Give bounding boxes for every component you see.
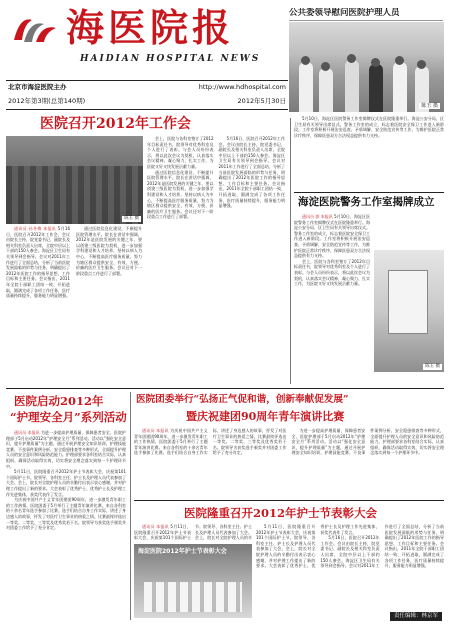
meeting-photo <box>6 136 143 224</box>
issue-number: 2012年第3期(总第140期) <box>8 97 86 105</box>
youth-headline-line1: 医院团委举行“弘扬正气促和谐，创新奉献促发展” <box>136 394 349 405</box>
youth-headline-line2: 暨庆祝建团90周年青年演讲比赛 <box>186 410 345 423</box>
police-office-headline: 海淀医院警务工作室揭牌成立 <box>298 196 435 208</box>
youth-body: 通讯员 本报讯 为庆祝中国共产主义青年团建团90周年，进一步激发青年职工的工作热情，医院团委于5月举行了主题青年演讲比赛。来自各科室的十余名青年选手参加了比赛。选手们结合自身工作实际，讲述了身边感人的故事，抒发了对医疗卫生事业的热爱之情。比赛最终评选出一等奖、二等奖、三等奖及优秀奖若干名。院领导为获奖选手颁奖并对团委工作给予了充分肯定。 为进一步提高护理质量，保障患者安全，医院护理部于5月启动2012年“护理安全月”系列活动。活动以“强化安全意识，提升护理质量”为主题，通过开展护理安全知识培训、护理技能竞赛、不良事件案例分析、安全隐患排查等多种形式，全面提升护理人员的安全意识和风险防范能力。护理部要求各科室结合实际，认真组织，确保活动取得实效，切实将安全理念落实到每一个护理环节中。 <box>134 428 444 456</box>
police-office-byline: 通讯员 郭 本报讯 <box>302 214 333 219</box>
issue-info-bar <box>6 80 288 110</box>
top-photo-body: 5月10日，海淀区医院警务工作室揭牌仪式在医院隆重举行。海淀公安分局、区卫生局有关领导出席仪式。警务工作室的成立，标志着医院安全保卫工作进入新阶段。工作室将积极开展治安巡查、矛盾调解、安全防范宣传等工作，为维护医院正常诊疗秩序、保障医患双方合法权益提供有力支持。 <box>294 116 444 138</box>
meeting-headline: 医院召开2012年工作会 <box>40 116 191 132</box>
newspaper-subtitle: HAIDIAN HOSPITAL NEWS <box>80 54 261 64</box>
nurse-photo-banner: 海淀医院2012年护士节表彰大会 <box>138 548 227 555</box>
nurse-body-left: 通讯员 本报讯 5月11日，医院隆重召开2012年护士节表彰大会，庆祝第101个国际护士节。院领导、各科室主任、护士长及护理人员代表参加了大会。会上，院长对全院护理人员的辛 <box>134 524 252 541</box>
website: http://www.hdhospital.com <box>198 83 286 91</box>
youth-byline: 通讯员 本报讯 <box>142 428 169 433</box>
meeting-photo-credit: 陈玉 摄 <box>124 216 139 222</box>
meeting-body-mid: 通过医院信息化建设，不断提升医院管理水平。院长在讲话中强调，2012年是医院发展的关键之年，要以创建三级医院为契机，进一步加强学科建设和人才培养，坚持以病人为中心，不断提高医疗服务质量，努力为辖区群众提供安全、有效、方便、价廉的医疗卫生服务。会议还对下一阶段重点工作进行了部署。 <box>76 226 142 276</box>
publisher: 北京市海淀医院主办 <box>8 83 67 91</box>
newspaper-title: 海医院报 <box>66 5 235 50</box>
nurse-byline: 通讯员 本报讯 <box>142 524 169 529</box>
police-office-photo <box>374 250 444 372</box>
issue-date: 2012年5月30日 <box>237 97 286 105</box>
meeting-byline: 通讯员 孙冬梅 本报讯 <box>14 226 57 231</box>
safety-byline: 通讯员 本报讯 <box>14 430 40 435</box>
top-photo-credit: 陈玉 摄 <box>421 102 438 109</box>
safety-body: 通讯员 本报讯 为进一步提高护理质量，保障患者安全，医院护理部于5月启动2012年“护理安全月”系列活动。活动以“强化安全意识，提升护理质量”为主题，通过开展护理安全知识培训、护理技能竞赛、不良事件案例分析、安全隐患排查等多种形式，全面提升护理人员的安全意识和风险防范能力。护理部要求各科室结合实际，认真组织，确保活动取得实效，切实将安全理念落实到每一个护理环节中。 5月11日，医院隆重召开2012年护士节表彰大会，庆祝第101个国际护士节。院领导、各科室主任、护士长及护理人员代表参加了大会。会上，院长对全院护理人员的辛勤付出表示衷心感谢，并对护理工作提出了新的要求。大会表彰了优秀护士、优秀护士长及护理工作先进集体，获奖代表作了发言。 为庆祝中国共产主义青年团建团90周年，进一步激发青年职工的工作热情，医院团委于5月举行了主题青年演讲比赛。来自各科室的十余名青年选手参加了比赛。选手们结合自身工作实际，讲述了身边感人的故事，抒发了对医疗卫生事业的热爱之情。比赛最终评选出一等奖、二等奖、三等奖及优秀奖若干名。院领导为获奖选手颁奖并对团委工作给予了充分肯定。 <box>6 430 126 531</box>
top-photo <box>289 22 444 112</box>
hospital-logo-icon <box>10 10 62 50</box>
safety-headline-line1: 医院启动2012年 <box>14 394 104 408</box>
police-office-photo-credit: 陈玉 摄 <box>425 364 440 370</box>
meeting-body-left: 通讯员 孙冬梅 本报讯 5月16日，医院召开2012年工作会。会议由院长主持，院党委书记、副院长及相关科室负责人出席，全院中层以上干部约150人参会。海淀区卫生局有关领导到会指导。会议对2011年工作进行了全面总结，分析了当前医院发展面临的形势与任务，明确提出了2012年医院工作的指导思想、工作目标和主要任务。会议指出，2011年全院干部职工团结一致、开拓进取，圆满完成了各项工作任务，医疗质量持续提升，服务能力明显增强。 <box>6 226 70 299</box>
police-office-body: 通讯员 郭 本报讯 5月10日，海淀区医院警务工作室揭牌仪式在医院隆重举行。海淀公安分局、区卫生局有关领导出席仪式。警务工作室的成立，标志着医院安全保卫工作进入新阶段。工作室将积极开展治安巡查、矛盾调解、安全防范宣传等工作，为维护医院正常诊疗秩序、保障医患双方合法权益提供有力支持。 会上，医院与各科室签订了2012年目标责任书，院领导对优秀科室及个人进行了表彰。与会人员纷纷表示，将以此次会议为契机，认真落实会议精神，凝心聚力、扎实工作，为医院又好又快发展贡献力量。 <box>294 214 370 287</box>
safety-headline-line2: “护理安全月”系列活动 <box>10 410 127 424</box>
top-photo-title: 公共委领导慰问医院护理人员 <box>289 8 443 21</box>
meeting-body-right: 会上，医院与各科室签订了2012年目标责任书，院领导对优秀科室及个人进行了表彰。与会人员纷纷表示，将以此次会议为契机，认真落实会议精神，凝心聚力、扎实工作，为医院又好又快发展贡献力量。 通过医院信息化建设，不断提升医院管理水平。院长在讲话中强调，2012年是医院发展的关键之年，要以创建三级医院为契机，进一步加强学科建设和人才培养，坚持以病人为中心，不断提高医疗服务质量，努力为辖区群众提供安全、有效、方便、价廉的医疗卫生服务。会议还对下一阶段重点工作进行了部署。 5月16日，医院召开2012年工作会。会议由院长主持，院党委书记、副院长及相关科室负责人出席，全院中层以上干部约150人参会。海淀区卫生局有关领导到会指导。会议对2011年工作进行了全面总结，分析了当前医院发展面临的形势与任务，明确提出了2012年医院工作的指导思想、工作目标和主要任务。会议指出，2011年全院干部职工团结一致、开拓进取，圆满完成了各项工作任务，医疗质量持续提升，服务能力明显增强。 <box>147 136 285 220</box>
nurse-headline: 医院隆重召开2012年护士节表彰大会 <box>184 506 378 520</box>
editor-credit: 责任编辑：林京军 <box>390 612 442 621</box>
nurse-photo <box>134 544 252 618</box>
nurse-body-right: 5月11日，医院隆重召开2012年护士节表彰大会，庆祝第101个国际护士节。院领导、各科室主任、护士长及护理人员代表参加了大会。会上，院长对全院护理人员的辛勤付出表示衷心感谢，并对护理工作提出了新的要求。大会表彰了优秀护士、优秀护士长及护理工作先进集体，获奖代表作了发言。 5月16日，医院召开2012年工作会。会议由院长主持，院党委书记、副院长及相关科室负责人出席，全院中层以上干部约150人参会。海淀区卫生局有关领导到会指导。会议对2011年工作进行了全面总结，分析了当前医院发展面临的形势与任务，明确提出了2012年医院工作的指导思想、工作目标和主要任务。会议指出，2011年全院干部职工团结一致、开拓进取，圆满完成了各项工作任务，医疗质量持续提升，服务能力明显增强。 <box>256 524 444 569</box>
